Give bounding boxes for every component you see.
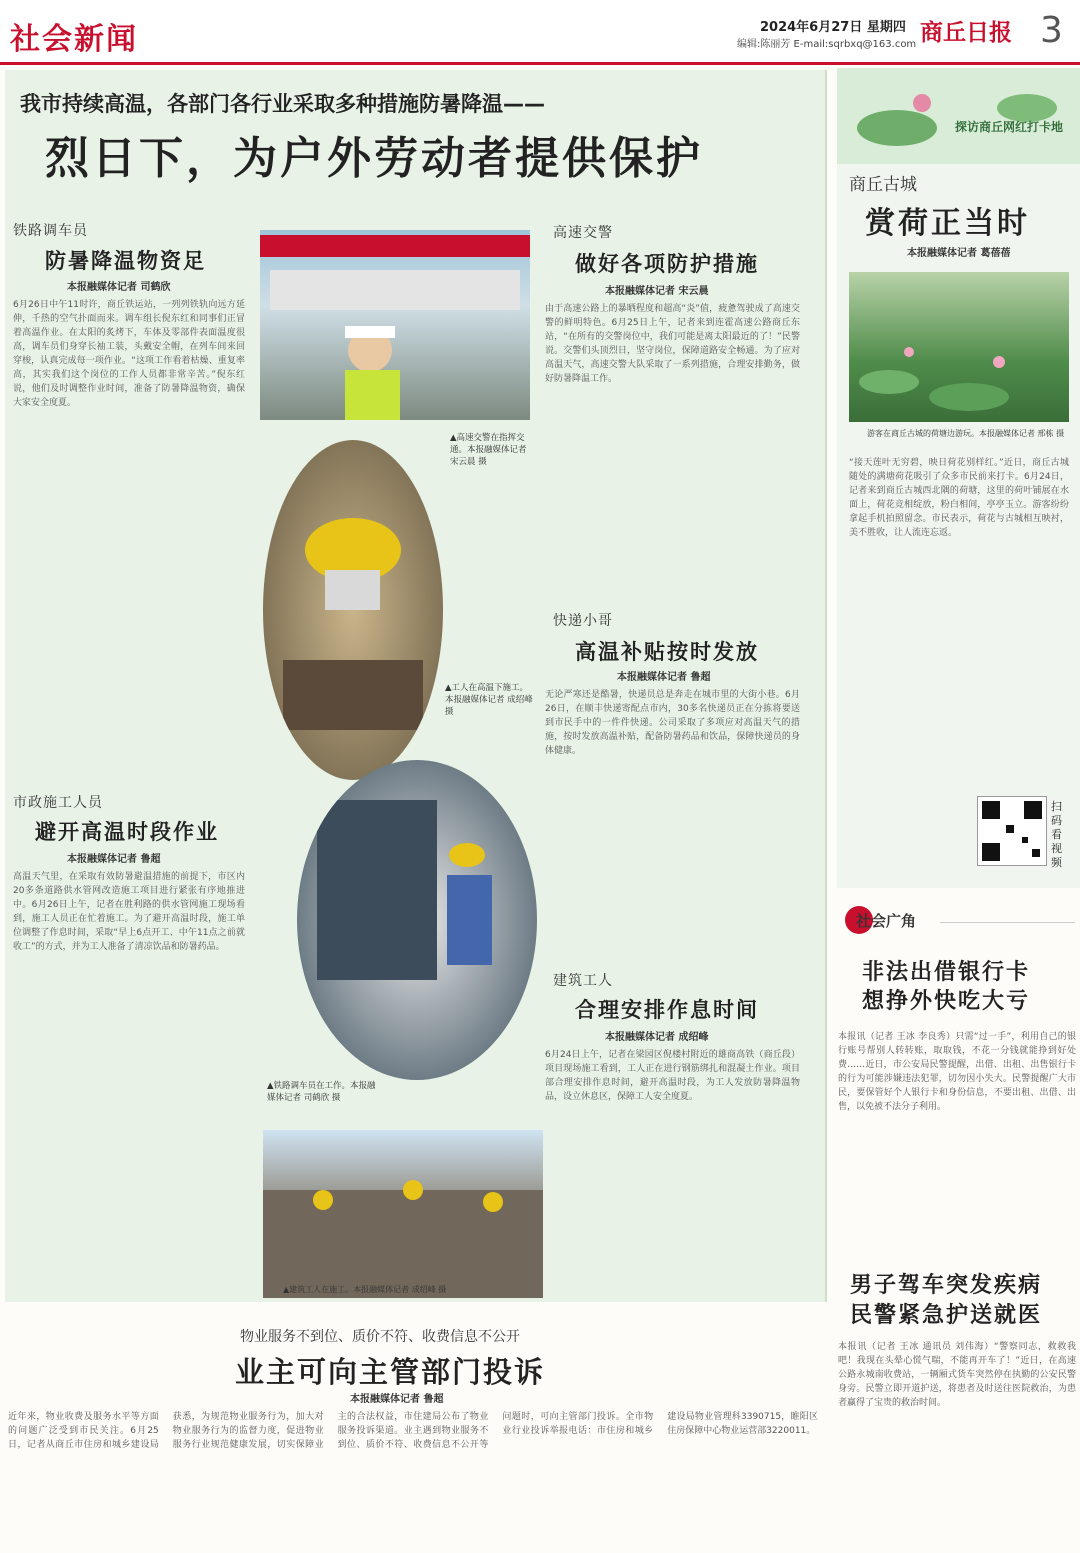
photo-railway-car bbox=[297, 760, 537, 1080]
lotus-story-box bbox=[837, 164, 1080, 888]
complaint-byline: 本报融媒体记者 鲁超 bbox=[350, 1394, 444, 1405]
courier-byline: 本报融媒体记者 鲁超 bbox=[617, 672, 711, 683]
rail-byline: 本报融媒体记者 司鹤欣 bbox=[67, 282, 171, 293]
construction-title: 合理安排作息时间 bbox=[575, 998, 759, 1022]
highway-title: 做好各项防护措施 bbox=[575, 252, 759, 276]
caption-photo1: ▲高速交警在指挥交通。本报融媒体记者 宋云晨 摄 bbox=[450, 433, 527, 467]
complaint-kicker: 物业服务不到位、质价不符、收费信息不公开 bbox=[240, 1329, 520, 1345]
feature-kicker: 我市持续高温，各部门各行业采取多种措施防暑降温—— bbox=[20, 92, 545, 116]
photo-construction bbox=[263, 1130, 543, 1298]
issue-date: 2024年6月27日 星期四 bbox=[760, 20, 906, 35]
feature-block bbox=[5, 70, 827, 1302]
feature-headline: 烈日下，为户外劳动者提供保护 bbox=[45, 133, 703, 184]
construction-byline: 本报融媒体记者 成绍峰 bbox=[605, 1032, 709, 1043]
section-name: 社会新闻 bbox=[10, 22, 138, 57]
tanfang-banner bbox=[837, 68, 1080, 164]
editor-info: 编辑:陈丽芳 E-mail:sqrbxq@163.com bbox=[737, 39, 917, 50]
banner-text: 探访商丘网红打卡地 bbox=[955, 120, 1064, 134]
lotus-section: 商丘古城 bbox=[849, 175, 917, 195]
masthead bbox=[0, 0, 1080, 65]
municipal-title: 避开高温时段作业 bbox=[35, 820, 219, 844]
caption-photo2: ▲工人在高温下施工。本报融媒体记者 成绍峰 摄 bbox=[445, 683, 533, 717]
qr-pattern bbox=[978, 797, 1046, 865]
story2-body: 本报讯（记者 王冰 通讯员 刘伟海）“警察同志，救救我吧！我现在头晕心慌气喘，不能再开车了！”近日，在高速公路永城南收费站，一辆厢式货车突然停在执勤的公安民警身旁。民警立即开道护送，将患者及时送往医院救治，为患者赢得了宝贵的救治时间。 bbox=[838, 1342, 1076, 1408]
municipal-label: 市政施工人员 bbox=[13, 795, 103, 811]
rail-label: 铁路调车员 bbox=[13, 223, 88, 239]
lotus-byline: 本报融媒体记者 葛蓓蓓 bbox=[907, 248, 1011, 259]
story2-title-line1: 男子驾车突发疾病 bbox=[850, 1273, 1043, 1298]
newspaper-logo: 商丘日报 bbox=[920, 19, 1012, 46]
construction-illustration bbox=[263, 1130, 543, 1298]
photo-traffic-police bbox=[260, 230, 530, 420]
municipal-body: 高温天气里，在采取有效防暑避温措施的前提下，市区内20多条道路供水管网改造施工项目进行紧张有序地推进中。6月26日上午，记者在胜利路的供水管网施工现场看到，施工人员正在忙着施工。为了避开高温时段，施工单位调整了作息时间，采取“早上6点开工、中午11点之前就收工”的方式，并为工人准备了清凉饮品和防暑药品。 bbox=[13, 872, 245, 952]
caption-photo3: ▲铁路调车员在工作。本报融媒体记者 司鹤欣 摄 bbox=[267, 1081, 376, 1103]
photo-lotus-pond bbox=[849, 272, 1069, 422]
lotus-title: 赏荷正当时 bbox=[865, 206, 1030, 241]
railcar-illustration bbox=[297, 760, 537, 1080]
guangjiao-rule bbox=[940, 922, 1075, 923]
municipal-byline: 本报融媒体记者 鲁超 bbox=[67, 854, 161, 865]
lotus-pond-illustration bbox=[849, 272, 1069, 422]
qr-label: 扫码看视频 bbox=[1051, 800, 1062, 869]
guangjiao-label: 社会广角 bbox=[856, 912, 917, 930]
courier-label: 快递小哥 bbox=[553, 613, 613, 629]
story1-body: 本报讯（记者 王冰 李良秀）只需“过一手”，利用自己的银行账号帮别人转转账，取取钱，不花一分钱就能挣到好处费……近日，市公安局民警提醒，出借、出租、出售银行卡的行为可能涉嫌违法犯罪，切勿因小失大。民警提醒广大市民，要保管好个人银行卡和身份信息，不要出租、出借、出售，以免被不法分子利用。 bbox=[838, 1032, 1076, 1112]
police-illustration bbox=[260, 230, 530, 420]
construction-label: 建筑工人 bbox=[553, 973, 613, 989]
worker-illustration bbox=[263, 440, 443, 780]
story1-title-line2: 想挣外快吃大亏 bbox=[862, 989, 1031, 1014]
courier-body: 无论严寒还是酷暑，快递员总是奔走在城市里的大街小巷。6月26日，在顺丰快递寄配点市内，30多名快递员正在分拣将要送到市民手中的一件件快递。公司采取了多项应对高温天气的措施，按时发放高温补贴，配备防暑药品和饮品，保障快递员的身体健康。 bbox=[545, 690, 800, 756]
highway-label: 高速交警 bbox=[553, 225, 613, 241]
courier-title: 高温补贴按时发放 bbox=[575, 640, 759, 664]
photo-rail-worker bbox=[263, 440, 443, 780]
rail-title: 防暑降温物资足 bbox=[45, 249, 206, 273]
complaint-body: 近年来，物业收费及服务水平等方面的问题广泛受到市民关注。6月25日，记者从商丘市住房和城乡建设局获悉，为规范物业服务行为，加大对物业服务行为的监督力度，促进物业服务行业规范健康发展，切实保障业主的合法权益，市住建局公布了物业服务投诉渠道。业主遇到物业服务不到位、质价不符、收费信息不公开等问题时，可向主管部门投诉。全市物业行业投诉举报电话：市住房和城乡建设局物业管理科3390715，睢阳区住房保障中心物业运营部3220011。 bbox=[8, 1412, 818, 1450]
complaint-headline: 业主可向主管部门投诉 bbox=[235, 1355, 546, 1389]
lotus-photo-caption: 游客在商丘古城的荷塘边游玩。本报融媒体记者 邢栋 摄 bbox=[867, 429, 1065, 438]
highway-byline: 本报融媒体记者 宋云晨 bbox=[605, 286, 709, 297]
lotus-body: “接天莲叶无穷碧，映日荷花别样红。”近日，商丘古城随处的满塘荷花吸引了众多市民前来打卡。6月24日，记者来到商丘古城西北隅的荷塘，这里的荷叶铺展在水面上，荷花竞相绽放，粉白相间，亭亭玉立。游客纷纷拿起手机拍照留念。市民表示，荷花与古城相互映衬，美不胜收，让人流连忘返。 bbox=[849, 458, 1069, 538]
page-number: 3 bbox=[1040, 10, 1063, 51]
qr-code-icon[interactable] bbox=[977, 796, 1047, 866]
lotus-leaf-icon bbox=[837, 68, 1080, 164]
caption-photo4: ▲建筑工人在施工。本报融媒体记者 成绍峰 摄 bbox=[283, 1285, 447, 1294]
story2-title-line2: 民警紧急护送就医 bbox=[850, 1303, 1043, 1328]
rail-body: 6月26日中午11时许，商丘铁运站，一列列铁轨向远方延伸，千热的空气扑面而来。调车组长倪东红和同事们正冒着高温作业。在太阳的炙烤下，车体及零部件表面温度很高，调车员们身穿长袖工装，头戴安全帽，在列车间来回穿梭，认真完成每一项作业。“这项工作看着枯燥、重复率高，其实我们这个岗位的工作人员都非常辛苦。”倪东红说，他们及时调整作业时间，准备了防暑降温物资，确保大家安全度夏。 bbox=[13, 300, 245, 408]
highway-body: 由于高速公路上的暴晒程度和超高“炎”值，疲惫驾驶成了高速交警的鲜明特色。6月25日上午，记者来到连霍高速公路商丘东站，“在所有的交警岗位中，我们可能是离太阳最近的了！”民警说。交警们头顶烈日，坚守岗位，保障道路安全畅通。为了应对高温天气，高速交警大队采取了一系列措施，合理安排勤务，做好防暑降温工作。 bbox=[545, 304, 800, 384]
construction-body: 6月24日上午，记者在梁园区倪楼村附近的雄商高铁（商丘段）项目现场施工看到，工人正在进行钢筋绑扎和混凝土作业。项目部合理安排作息时间，避开高温时段，为工人发放防暑降温物品，设立休息区，保障工人安全度夏。 bbox=[545, 1050, 800, 1102]
story1-title-line1: 非法出借银行卡 bbox=[862, 960, 1031, 985]
